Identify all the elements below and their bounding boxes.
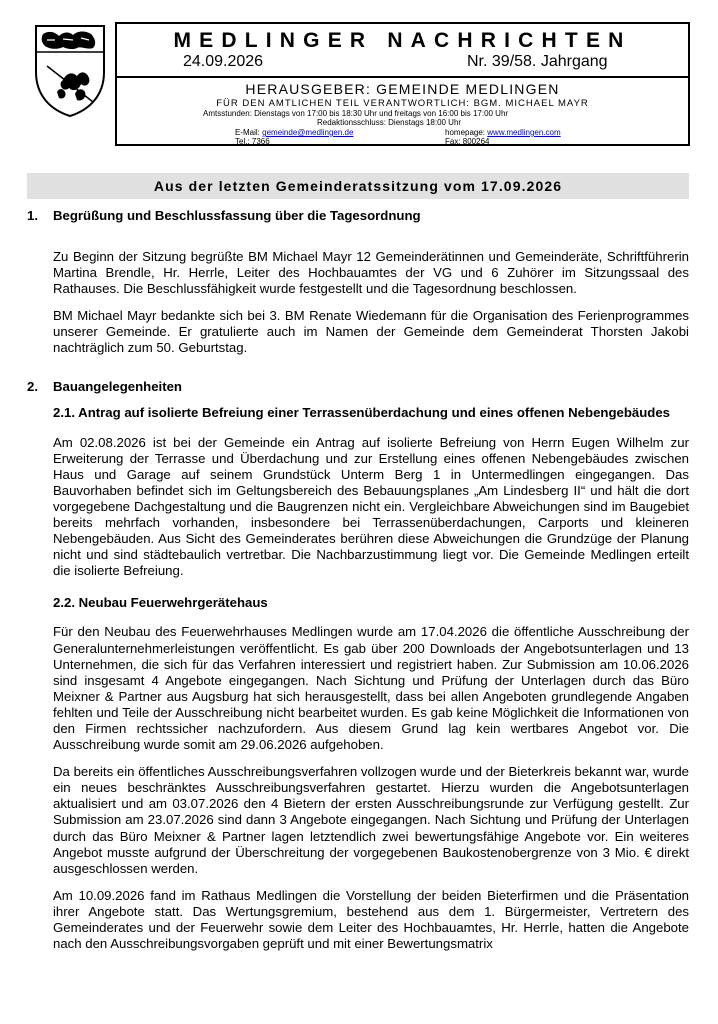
paragraph: Am 02.08.2026 ist bei der Gemeinde ein Antrag auf isolierte Befreiung von Herrn Eugen Wilhelm zur Erweiterung der Terrasse und Überdachung und zur Erstellung eines offenen Nebengebäudes zwischen Haus und Garage auf seinem Grundstück Unterm Berg 1 in Untermedlingen eingegangen. Das Bauvorhaben befindet sich im Geltungsbereich des Bebauungsplanes „Am Lindesberg II“ und hält die dort vorgegebene Dachgestaltung und die Baugrenzen nicht ein. Vergleichbare Abweichungen sind im Baugebiet bereits mehrfach vorhanden, insbesondere bei Terrassenüberdachungen, Carports und kleineren Nebengebäuden. Aus Sicht des Gemeinderates berühren diese Abweichungen die Grundzüge der Planung nicht und sind städtebaulich vertretbar. Die Nachbarzustimmung liegt vor. Die Gemeinde Medlingen erteilt die isolierte Befreiung.: [53, 434, 689, 579]
email-link[interactable]: gemeinde@medlingen.de: [262, 128, 354, 137]
coat-of-arms-icon: [33, 22, 107, 118]
paragraph: Zu Beginn der Sitzung begrüßte BM Michael Mayr 12 Gemeinderätinnen und Gemeinderäte, Schriftführerin Martina Brendle, Hr. Herrle, Leiter des Hochbauamtes der VG und 6 Zuhörer im Sitzungssaal des Rathauses. Die Beschlussfähigkeit wurde festgestellt und die Tagesordnung beschlossen.: [53, 249, 689, 297]
paragraph: Am 10.09.2026 fand im Rathaus Medlingen die Vorstellung der beiden Bieterfirmen und die Präsentation ihrer Angebote statt. Das Wertungsgremium, bestehend aus dem 1. Bürgermeister, Vertretern des Gemeinderates und der Feuerwehr sowie dem Leiter des Hochbauamtes, Hr. Herrle, hatten die Angebote nach den Ausschreibungsvorgaben geprüft und mit einer Bewertungsmatrix: [53, 887, 689, 952]
homepage-label: homepage:: [445, 128, 486, 137]
masthead-top: [117, 24, 688, 78]
homepage-link[interactable]: www.medlingen.com: [487, 128, 561, 137]
office-hours: Amtsstunden: Dienstags von 17:00 bis 18:30 Uhr und freitags von 16:00 bis 17:00 Uhr: [203, 109, 509, 118]
heading-text: Bauangelegenheiten: [53, 378, 182, 394]
heading-2: [27, 379, 689, 395]
phone: Tel.: 7366: [235, 137, 270, 146]
responsible-person: FÜR DEN AMTLICHEN TEIL VERANTWORTLICH: BGM. MICHAEL MAYR: [216, 98, 589, 109]
paragraph: Für den Neubau des Feuerwehrhauses Medlingen wurde am 17.04.2026 die öffentliche Ausschreibung der Generalunternehmerleistungen veröffentlicht. Es gab über 200 Downloads der Angebotsunterlagen und 13 Unternehmen, die sich für das Verfahren interessiert und registriert haben. Zur Submission am 10.06.2026 sind insgesamt 4 Angebote eingegangen. Nach Sichtung und Prüfung der Unterlagen durch das Büro Meixner & Partner aus Augsburg hat sich herausgestellt, dass bei allen Angeboten grundlegende Angaben fehlten und Teile der Ausschreibung nicht bearbeitet wurden. Es gab keine Möglichkeit die Informationen von den Firmen rechtssicher nachzufordern. Aus diesem Grund lag kein wertbares Angebot vor. Die Ausschreibung wurde somit am 29.06.2026 aufgehoben.: [53, 624, 689, 753]
paragraph: BM Michael Mayr bedankte sich bei 3. BM Renate Wiedemann für die Organisation des Ferienprogrammes unserer Gemeinde. Er gratulierte auch im Namen der Gemeinde dem Gemeinderat Thorsten Jakobi nachträglich zum 50. Geburtstag.: [53, 308, 689, 356]
masthead-info: [117, 78, 688, 146]
subheading-2-1: 2.1. Antrag auf isolierte Befreiung einer Terrassenüberdachung und eines offenen Nebengebäudes: [53, 404, 671, 420]
paragraph: Da bereits ein öffentliches Ausschreibungsverfahren vollzogen wurde und der Bieterkreis bekannt war, wurde ein neues beschränktes Ausschreibungsverfahren gestartet. Hierzu wurden die Angebotsunterlagen aktualisiert und am 03.07.2026 den 4 Bietern der ersten Ausschreibungsrunde zur Verfügung gestellt. Zur Submission am 23.07.2026 sind dann 3 Angebote eingegangen. Nach Sichtung und Prüfung der Unterlagen durch das Büro Meixner & Partner lagen letztendlich zwei bewertungsfähige Angebote vor. Ein weiteres Angebot musste aufgrund der Überschreitung der vorgegebenen Baukostenobergrenze von 3 Mio. € direkt ausgeschlossen werden.: [53, 764, 689, 876]
heading-number: 1.: [27, 208, 38, 223]
fax: Fax: 800264: [445, 137, 490, 146]
heading-1: [27, 208, 689, 224]
issue-date: 24.09.2026: [183, 53, 264, 70]
editorial-deadline: Redaktionsschluss: Dienstags 18:00 Uhr: [317, 118, 462, 127]
heading-number: 2.: [27, 378, 38, 394]
masthead: [115, 22, 690, 146]
email-line: [235, 128, 353, 137]
publisher: HERAUSGEBER: GEMEINDE MEDLINGEN: [245, 81, 560, 97]
subheading-2-2: 2.2. Neubau Feuerwehrgerätehaus: [53, 595, 268, 611]
issue-number: Nr. 39/58. Jahrgang: [467, 53, 608, 70]
email-label: E-Mail:: [235, 128, 260, 137]
article-body: [27, 208, 689, 952]
newspaper-title: MEDLINGER NACHRICHTEN: [173, 29, 632, 52]
heading-text: Begrüßung und Beschlussfassung über die Tagesordnung: [53, 208, 421, 223]
section-banner: Aus der letzten Gemeinderatssitzung vom 17.09.2026: [27, 173, 689, 199]
homepage-line: [445, 128, 561, 137]
